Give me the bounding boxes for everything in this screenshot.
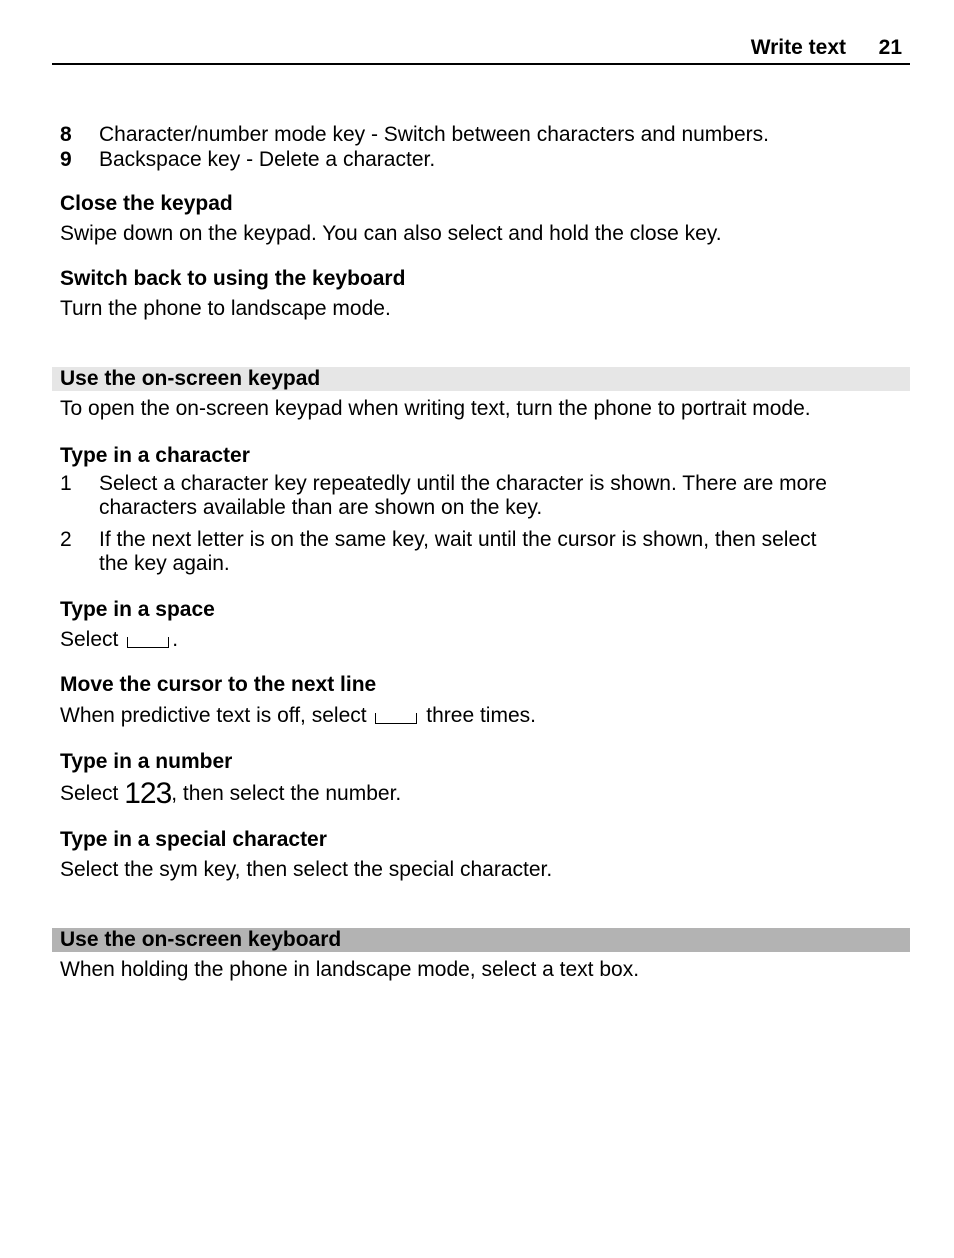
step-number: 1 [60,472,72,495]
next-line-text: When predictive text is off, select three times. [60,704,536,727]
switch-back-text: Turn the phone to landscape mode. [60,297,391,320]
type-space-text: Select . [60,628,179,651]
close-keypad-text: Swipe down on the keypad. You can also select and hold the close key. [60,222,722,245]
switch-back-heading: Switch back to using the keyboard [60,267,406,290]
step-text: Select a character key repeatedly until the character is shown. There are more characters available than are shown on the key. [99,472,827,519]
item-text: Character/number mode key - Switch between characters and numbers. [99,123,769,146]
chapter-title: Write text [750,36,846,59]
section-title: Use the on-screen keypad [60,367,321,390]
item-number: 8 [60,123,72,146]
section-header-keypad [52,367,910,391]
next-line-heading: Move the cursor to the next line [60,673,377,696]
space-key-icon [375,713,417,724]
section-title: Use the on-screen keyboard [60,928,342,951]
section-header-keyboard [52,928,910,952]
page-number: 21 [878,36,902,59]
section-keypad-text: To open the on-screen keypad when writing text, turn the phone to portrait mode. [60,397,811,420]
section-keyboard-text: When holding the phone in landscape mode, select a text box. [60,958,640,981]
special-char-heading: Type in a special character [60,828,327,851]
page-header [52,36,910,65]
item-text: Backspace key - Delete a character. [99,148,436,171]
type-space-heading: Type in a space [60,598,215,621]
number-mode-icon: 123 [124,777,172,810]
item-number: 9 [60,148,72,171]
step-number: 2 [60,528,72,551]
special-char-text: Select the sym key, then select the special character. [60,858,553,881]
type-character-heading: Type in a character [60,444,250,467]
close-keypad-heading: Close the keypad [60,192,233,215]
type-number-heading: Type in a number [60,750,233,773]
space-key-icon [127,637,169,648]
type-number-text: Select 123, then select the number. [60,777,402,810]
step-text: If the next letter is on the same key, wait until the cursor is shown, then select the key again. [99,528,817,575]
